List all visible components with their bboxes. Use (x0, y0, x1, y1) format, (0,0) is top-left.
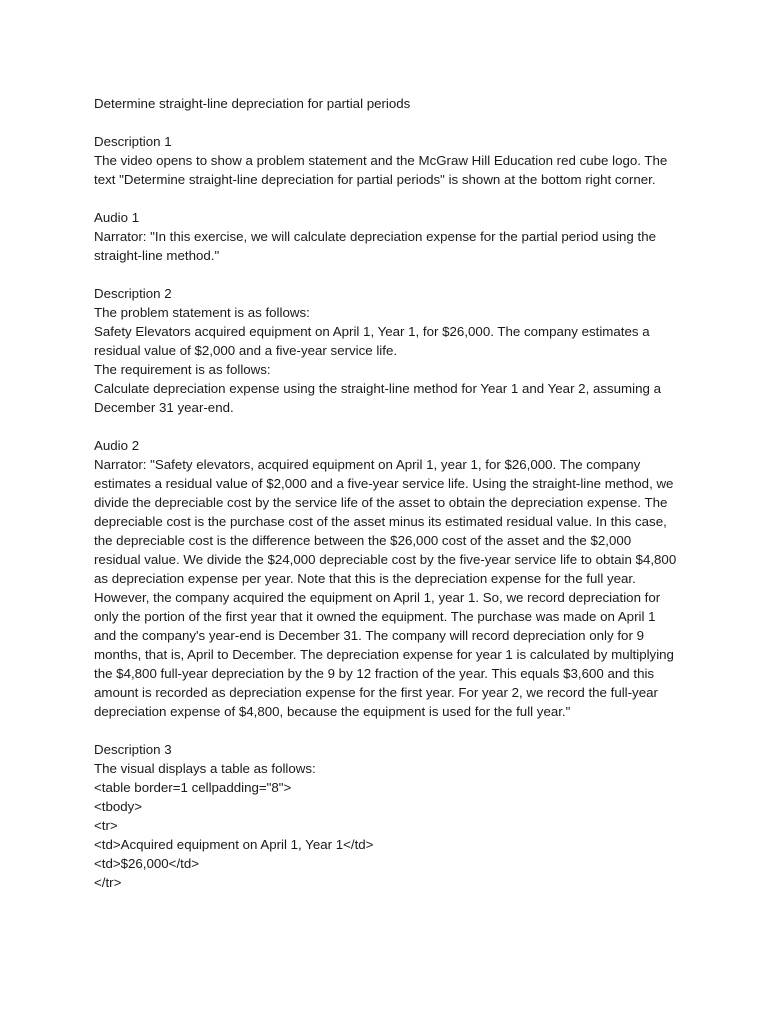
audio-2-heading: Audio 2 (94, 438, 140, 453)
description-2-heading: Description 2 (94, 286, 172, 301)
description-3-intro: The visual displays a table as follows: (94, 761, 316, 776)
audio-1-heading: Audio 1 (94, 210, 140, 225)
description-2-line-4: Calculate depreciation expense using the straight-line method for Year 1 and Year 2, assuming a December 31 year-end. (94, 381, 665, 415)
document-title: Determine straight-line depreciation for partial periods (94, 96, 411, 111)
code-line: <tr> (94, 818, 118, 833)
spacer (94, 113, 680, 132)
code-line: </tr> (94, 875, 122, 890)
description-1-text: The video opens to show a problem statement and the McGraw Hill Education red cube logo. The text "Determine straight-line depreciation for partial periods" is shown at the bottom right corner. (94, 153, 672, 187)
code-line: <td>$26,000</td> (94, 856, 199, 871)
spacer (94, 265, 680, 284)
code-line: <tbody> (94, 799, 143, 814)
spacer (94, 417, 680, 436)
spacer (94, 189, 680, 208)
description-2-line-2: Safety Elevators acquired equipment on April 1, Year 1, for $26,000. The company estimates a residual value of $2,000 and a five-year service life. (94, 324, 654, 358)
description-1-heading: Description 1 (94, 134, 172, 149)
document-page (94, 94, 680, 892)
description-3-heading: Description 3 (94, 742, 172, 757)
description-2-line-3: The requirement is as follows: (94, 362, 271, 377)
code-line: <td>Acquired equipment on April 1, Year 1</td> (94, 837, 374, 852)
spacer (94, 721, 680, 740)
code-line: <table border=1 cellpadding="8"> (94, 780, 292, 795)
audio-2-text: Narrator: "Safety elevators, acquired equipment on April 1, year 1, for $26,000. The company estimates a residual value of $2,000 and a five-year service life. Using the straight-line method, we divide the depreciable cost by the service life of the asset to obtain the depreciation expense. The depreciable cost is the purchase cost of the asset minus its estimated residual value. In this case, the depreciable cost is the difference between the $26,000 cost of the asset and the $2,000 residual value. We divide the $24,000 depreciable cost by the five-year service life to obtain $4,800 as depreciation expense per year. Note that this is the depreciation expense for the full year. However, the company acquired the equipment on April 1, year 1. So, we record depreciation for only the portion of the first year that it owned the equipment. The purchase was made on April 1 and the company's year-end is December 31. The company will record depreciation only for 9 months, that is, April to December. The depreciation expense for year 1 is calculated by multiplying the $4,800 full-year depreciation by the 9 by 12 fraction of the year. This equals $3,600 and this amount is recorded as depreciation expense for the first year. For year 2, we record the full-year depreciation expense of $4,800, because the equipment is used for the full year." (94, 457, 680, 719)
audio-1-text: Narrator: "In this exercise, we will calculate depreciation expense for the partial period using the straight-line method." (94, 229, 660, 263)
description-2-line-1: The problem statement is as follows: (94, 305, 310, 320)
